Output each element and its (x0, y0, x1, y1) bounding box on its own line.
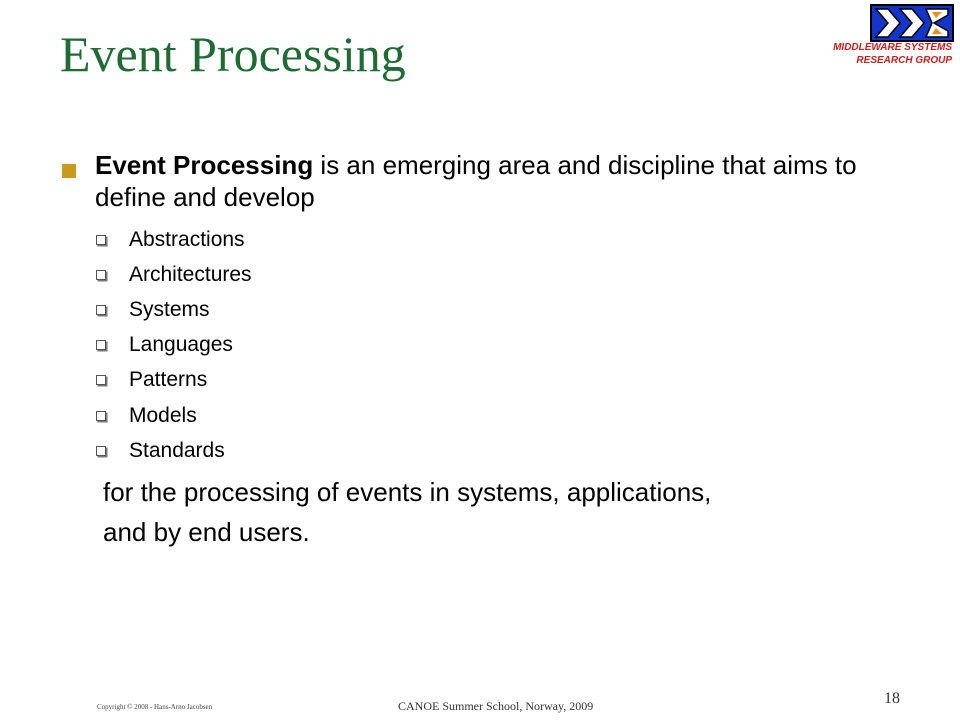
continuation-text (103, 472, 923, 552)
hollow-square-bullet-icon (96, 375, 106, 385)
hollow-square-bullet-icon (96, 340, 106, 350)
logo-caption-line1: MIDDLEWARE SYSTEMS (833, 42, 952, 53)
main-bullet-bold: Event Processing (95, 150, 314, 180)
sub-item-label: Standards (129, 438, 225, 462)
list-item (96, 363, 252, 398)
list-item (96, 222, 252, 257)
sub-item-label: Architectures (129, 262, 252, 286)
hollow-square-bullet-icon (96, 270, 106, 280)
copyright-footer: Copyright © 2008 - Hans-Arno Jacobsen (97, 703, 213, 711)
list-item (96, 328, 252, 363)
list-item (96, 292, 252, 327)
sub-item-label: Systems (129, 297, 210, 321)
slide-title: Event Processing (60, 26, 406, 82)
list-item (96, 433, 252, 468)
sub-item-label: Models (129, 403, 197, 427)
continuation-line2: and by end users. (103, 517, 310, 547)
list-item (96, 257, 252, 292)
hollow-square-bullet-icon (96, 305, 106, 315)
logo-caption (732, 41, 952, 67)
hollow-square-bullet-icon (96, 235, 106, 245)
continuation-line1: for the processing of events in systems, applications, (103, 477, 712, 507)
hollow-square-bullet-icon (96, 446, 106, 456)
logo-caption-line2: RESEARCH GROUP (856, 55, 952, 66)
msrg-logo-icon (870, 4, 954, 42)
event-footer: CANOE Summer School, Norway, 2009 (398, 699, 594, 713)
page-number: 18 (884, 690, 900, 707)
sub-item-label: Abstractions (129, 227, 245, 251)
hollow-square-bullet-icon (96, 411, 106, 421)
main-bullet-text (95, 149, 875, 213)
main-bullet-rest: is an emerging area and discipline that aims to define and develop (95, 150, 857, 212)
sub-bullet-list (96, 222, 252, 468)
square-bullet-icon (62, 164, 76, 178)
sub-item-label: Patterns (129, 368, 208, 392)
sub-item-label: Languages (129, 333, 233, 357)
list-item (96, 398, 252, 433)
